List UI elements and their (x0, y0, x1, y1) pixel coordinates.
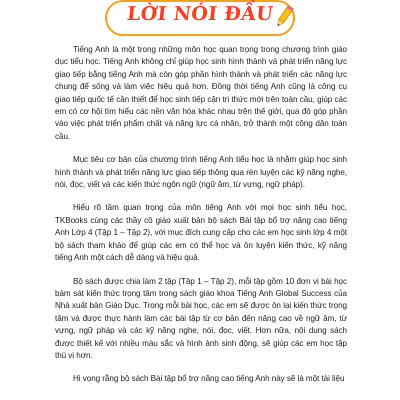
paragraph: Hiểu rõ tầm quan trọng của môn tiếng Anh với mọi học sinh tiểu học, TKBooks cùng các thầy cô giáo xuất bản bộ sách Bài tập bổ trợ nâng cao tiếng Anh Lớp 4 (Tập 1 – Tập 2), với mục đích cung cấp cho các em học sinh lớp 4 một bộ sách tham khảo để giúp các em có thể học và ôn luyện kiến thức, kỹ năng tiếng Anh một cách dễ dàng và hiệu quả. (55, 203, 347, 263)
paragraph: Bộ sách được chia làm 2 tập (Tập 1 – Tập 2), mỗi tập gồm 10 đơn vị bài học bám sát kiến thức trọng tâm trong sách giáo khoa Tiếng Anh Global Success của Nhà xuất bản Giáo Dục. Trong mỗi bài học, các em sẽ được ôn lại kiến thức trọng tâm và được thực hành làm các bài tập từ cơ bản đến nâng cao về ngữ âm, từ vựng, ngữ pháp và các kỹ năng nghe, nói, đọc, viết. Hơn nữa, nội dung sách được thiết kế với nhiều màu sắc và hình ảnh sinh động, sẽ giúp các em học tập thú vị hơn. (55, 276, 347, 360)
paragraph: Hi vọng rằng bộ sách Bài tập bổ trợ nâng cao tiếng Anh này sẽ là một tài liệu (73, 374, 345, 384)
title-banner (105, 0, 295, 38)
pencil-icon (273, 4, 295, 30)
page-title: LỜI NÓI ĐẦU (125, 3, 275, 25)
paragraph: Mục tiêu cơ bản của chương trình tiếng Anh tiểu học là nhằm giúp học sinh hình thành và phát triển năng lực giao tiếp thông qua rèn luyện các kỹ năng nghe, nói, đọc, viết và các kiến thức ngôn ngữ (ngữ âm, từ vựng, ngữ pháp). (55, 155, 347, 190)
preface-body (55, 44, 347, 386)
paragraph: Tiếng Anh là một trong những môn học quan trọng trong chương trình giáo dục tiểu học. Tiếng Anh không chỉ giúp học sinh hình thành và phát triển năng lực giao tiếp bằng tiếng Anh mà còn góp phần hình thành và phát triển các năng lực chung để sống và làm việc hiệu quả hơn. Đồng thời tiếng Anh cũng là công cụ giao tiếp quốc tế cần thiết để học sinh tiếp cận tri thức mới trên toàn cầu, giúp các em có cơ hội tìm hiểu các nền văn hóa khác nhau trên thế giới, qua đó góp phần vào việc phát triển phẩm chất và năng lực cá nhân, trở thành một công dân toàn cầu. (55, 45, 347, 141)
